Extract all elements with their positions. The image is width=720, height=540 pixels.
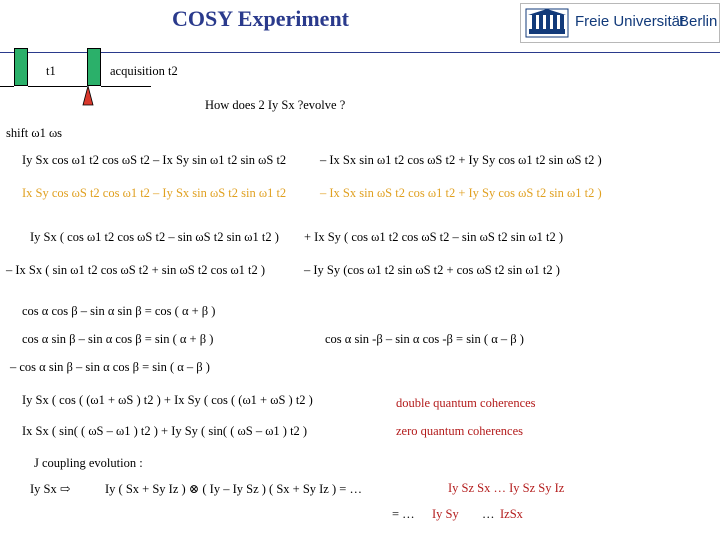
line-4b: – Iy Sy (cos ω1 t2 sin ωS t2 + cos ωS t2 sin ω1 t2 ) [304, 263, 560, 277]
result-line-2: Ix Sx ( sin( ( ωS – ω1 ) t2 ) + Iy Sy ( sin( ( ωS – ω1 ) t2 ) [22, 424, 308, 438]
question-text: How does 2 Iy Sx ?evolve ? [205, 98, 346, 112]
pulse-1 [14, 48, 28, 86]
result-line-1: Iy Sx ( cos ( (ω1 + ωS ) t2 ) + Ix Sy ( cos ( (ω1 + ωS ) t2 ) [22, 393, 313, 407]
line-3b: + Ix Sy ( cos ω1 t2 cos ωS t2 – sin ωS t2 sin ω1 t2 ) [304, 230, 564, 244]
line-3a: Iy Sx ( cos ω1 t2 cos ωS t2 – sin ωS t2 sin ω1 t2 ) [30, 230, 279, 244]
j-coupling-term-a: Iy Sy [432, 507, 459, 521]
logo-city: Berlin [679, 13, 718, 30]
acquisition-marker-icon [82, 86, 94, 106]
t1-label: t1 [46, 64, 56, 78]
logo-text: Freie Universität [575, 13, 685, 30]
line-2b: – Ix Sx sin ωS t2 cos ω1 t2 + Iy Sy cos ωS t2 sin ω1 t2 ) [320, 186, 602, 200]
logo-emblem-icon [524, 7, 570, 39]
trig-identity-1: cos α cos β – sin α sin β = cos ( α + β ) [22, 304, 216, 318]
double-quantum-note: double quantum coherences [396, 396, 536, 410]
line-1a: Iy Sx cos ω1 t2 cos ωS t2 – Ix Sy sin ω1 t2 sin ωS t2 [22, 153, 287, 167]
trig-identity-3: – cos α sin β – sin α cos β = sin ( α – β ) [10, 360, 210, 374]
university-logo [520, 3, 720, 43]
page-title: COSY Experiment [172, 6, 350, 31]
trig-identity-2b: cos α sin -β – sin α cos -β = sin ( α – β ) [325, 332, 524, 346]
line-4a: – Ix Sx ( sin ω1 t2 cos ωS t2 + sin ωS t2 cos ω1 t2 ) [6, 263, 266, 277]
line-1b: – Ix Sx sin ω1 t2 cos ωS t2 + Iy Sy cos ω1 t2 sin ωS t2 ) [320, 153, 602, 167]
j-coupling-equals: = … [392, 507, 415, 521]
j-coupling-ellipsis: … [482, 507, 495, 521]
trig-identity-2: cos α sin β – sin α cos β = sin ( α + β ) [22, 332, 214, 346]
shift-label: shift ω1 ωs [6, 126, 63, 140]
acquisition-label: acquisition t2 [110, 64, 178, 78]
header-rule [0, 52, 720, 53]
j-coupling-terms: Iy Sz Sx … Iy Sz Sy Iz [448, 481, 565, 495]
zero-quantum-note: zero quantum coherences [396, 424, 524, 438]
j-coupling-left: Iy Sx ⇨ [30, 482, 71, 496]
j-coupling-term-b: IzSx [500, 507, 523, 521]
line-2a: Ix Sy cos ωS t2 cos ω1 t2 – Iy Sx sin ωS t2 sin ω1 t2 [22, 186, 287, 200]
pulse-2 [87, 48, 101, 86]
j-coupling-expression: Iy ( Sx + Sy Iz ) ⊗ ( Iy – Iy Sz ) ( Sx + Sy Iz ) = … [105, 482, 362, 496]
j-coupling-title: J coupling evolution : [34, 456, 143, 470]
